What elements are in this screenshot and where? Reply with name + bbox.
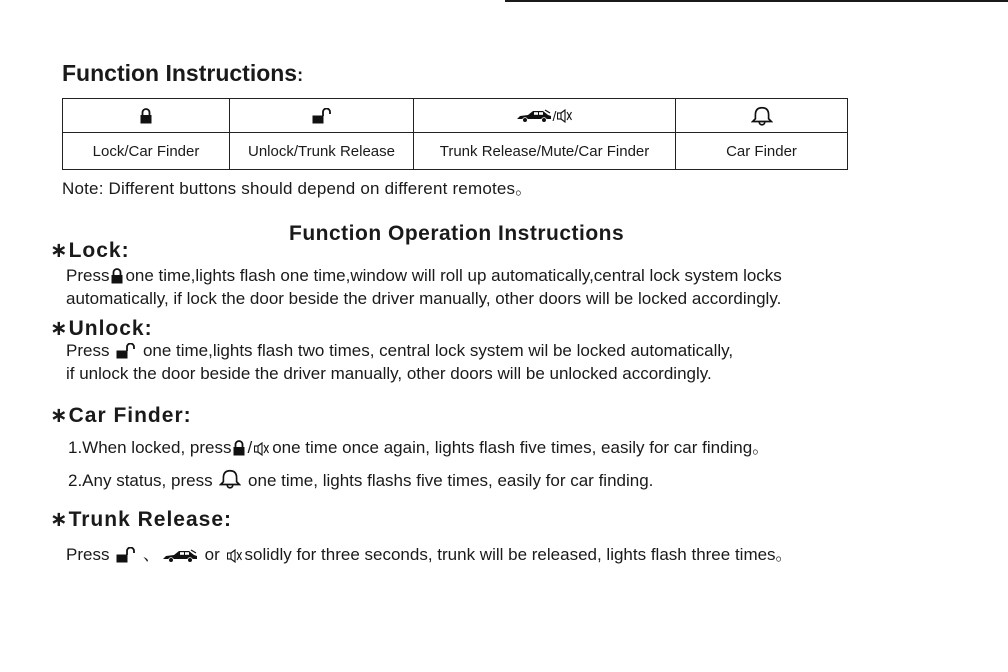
car-icon: [162, 549, 198, 563]
table-label: Unlock/Trunk Release: [230, 133, 414, 169]
car-finder-item-1: 1.When locked, press / one time once again, lights flash five times, easily for car finding。: [68, 438, 770, 457]
lock-button-cell: [63, 99, 230, 132]
lock-line-1: Press one time,lights flash one time,window will roll up automatically,central lock system locks: [66, 266, 782, 285]
page-title: Function Instructions:: [62, 60, 304, 86]
lock-icon: [140, 108, 152, 124]
car-finder-heading: ∗Car Finder:: [50, 404, 192, 427]
note-text: Note: Different buttons should depend on different remotes。: [62, 179, 533, 198]
car-icon: [516, 109, 552, 123]
unlock-line-1: Press one time,lights flash two times, central lock system wil be locked automatically,: [66, 341, 734, 360]
bell-icon: [219, 469, 241, 489]
operation-title: Function Operation Instructions: [289, 222, 625, 245]
car-finder-item-2: 2.Any status, press one time, lights flashs five times, easily for car finding.: [68, 471, 654, 490]
unlock-line-2: if unlock the door beside the driver manually, other doors will be unlocked accordingly.: [66, 364, 712, 383]
table-label: Lock/Car Finder: [63, 133, 230, 169]
lock-heading: ∗Lock:: [50, 239, 130, 262]
icon-row: [63, 99, 847, 133]
lock-icon: [233, 440, 245, 456]
unlock-heading: ∗Unlock:: [50, 317, 153, 340]
mute-speaker-icon: [557, 109, 573, 123]
unlock-button-cell: [230, 99, 414, 132]
table-label: Trunk Release/Mute/Car Finder: [414, 133, 676, 169]
mute-speaker-icon: [227, 549, 243, 563]
lock-icon: [111, 268, 123, 284]
unlock-icon: [116, 343, 136, 359]
lock-line-2: automatically, if lock the door beside the driver manually, other doors will be locked accordingly.: [66, 289, 782, 308]
unlock-icon: [116, 547, 136, 563]
bell-button-cell: [676, 99, 847, 132]
trunk-release-line: Press 、 or solidly for three seconds, trunk will be released, lights flash three times。: [66, 545, 793, 564]
unlock-icon: [312, 108, 332, 124]
label-row: [63, 133, 847, 169]
trunk-release-heading: ∗Trunk Release:: [50, 508, 232, 531]
top-border-line: [505, 0, 1008, 2]
icon-separator: /: [552, 107, 557, 124]
bell-icon: [751, 106, 773, 126]
button-function-table: [62, 98, 848, 170]
table-label: Car Finder: [726, 142, 797, 160]
mute-speaker-icon: [254, 442, 270, 456]
trunk-mute-button-cell: [414, 99, 676, 132]
